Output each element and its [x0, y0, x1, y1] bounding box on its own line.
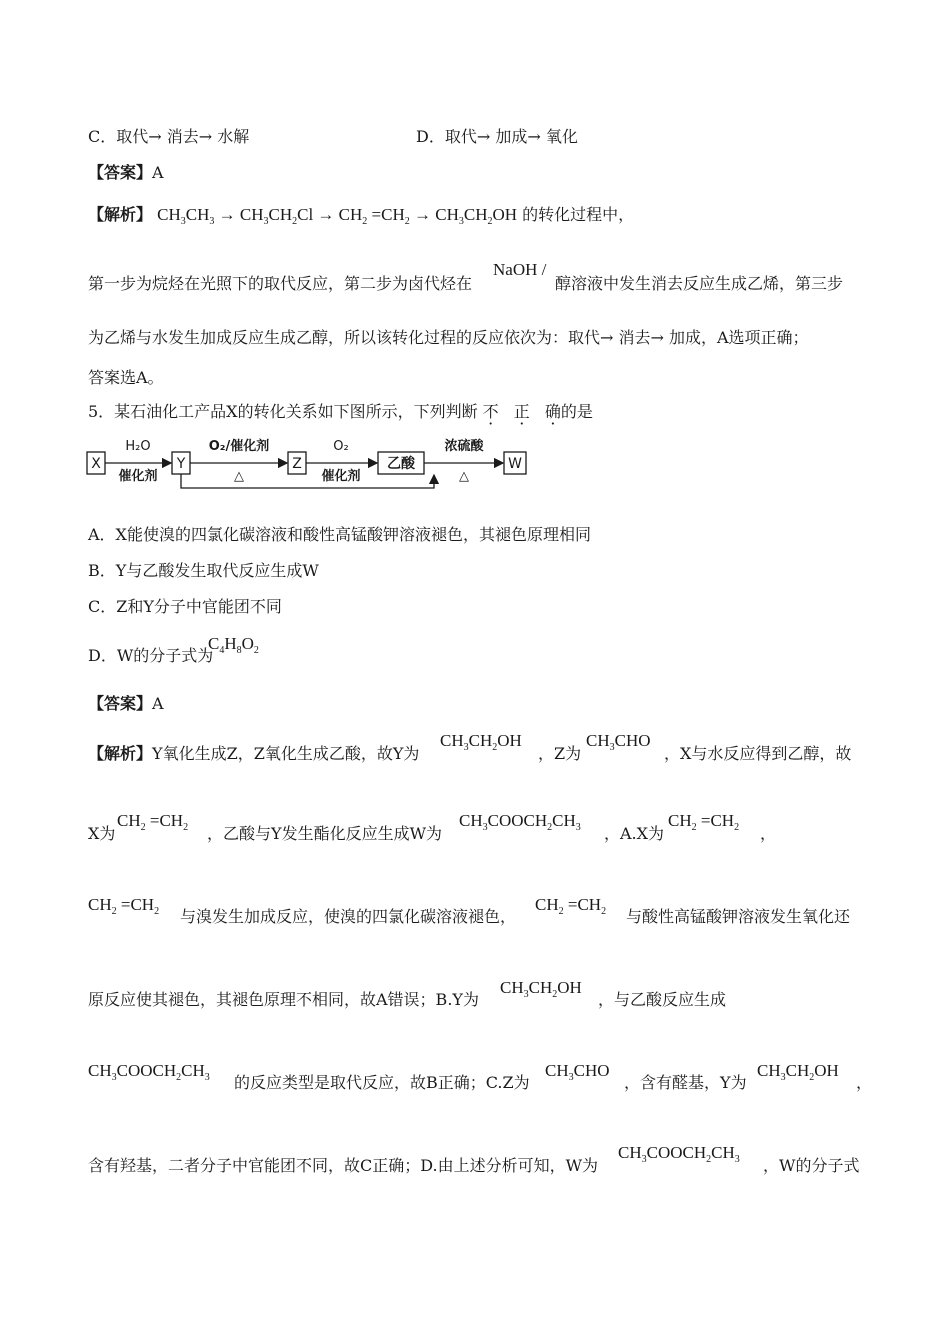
answer-value: A: [152, 163, 164, 182]
analysis-q4-line2b: 醇溶液中发生消去反应生成乙烯，第三步: [555, 274, 844, 293]
analysis-text: Y氧化生成Z，Z氧化生成乙酸，故Y为: [152, 744, 420, 763]
analysis-text: 的反应类型是取代反应，故B正确；C.Z为: [234, 1073, 530, 1092]
option-c-q4: C．取代→ 消去→ 水解: [88, 127, 250, 146]
formula-ethanol: $CH_3CH_2OH$: [500, 978, 582, 1000]
question-5-stem: [88, 404, 593, 420]
node-w: W: [508, 456, 522, 472]
emphasis-char: 确: [544, 402, 561, 421]
arrow-3-top: O₂: [333, 439, 349, 454]
arrow-2-top: O₂/催化剂: [208, 439, 270, 454]
naoh-formula: NaOH /: [493, 260, 547, 279]
answer-label: 【答案】: [88, 694, 153, 713]
formula-acetaldehyde: $CH_3CHO$: [586, 731, 651, 753]
formula-c4h8o2: $C_4H_8O_2$: [208, 634, 259, 656]
analysis-text: 与溴发生加成反应，使溴的四氯化碳溶液褪色，: [180, 907, 517, 926]
arrow-4-top: 浓硫酸: [444, 439, 484, 454]
formula-ethylene: $CH_2 =CH_2$: [668, 811, 740, 833]
analysis-label: 【解析】: [88, 205, 153, 224]
analysis-text: ，含有醛基，Y为: [624, 1073, 747, 1092]
analysis-q4-line2a: 第一步为烷烃在光照下的取代反应，第二步为卤代烃在: [88, 274, 473, 293]
analysis-text: ，A.X为: [604, 824, 665, 843]
formula-ethyl-acetate: $CH_3COOCH_2CH_3$: [459, 811, 581, 833]
analysis-q5-p1: [88, 746, 419, 762]
stem-text-b: 的是: [560, 402, 593, 421]
node-z: Z: [292, 456, 302, 472]
formula-ethylene: $CH_2 =CH_2$: [117, 811, 189, 833]
analysis-text: ，乙酸与Y发生酯化反应生成W为: [207, 824, 443, 843]
option-d-q4: D．取代→ 加成→ 氧化: [416, 127, 578, 146]
emphasis-char: 不: [482, 402, 499, 421]
option-b-q5: B．Y与乙酸发生取代反应生成W: [88, 561, 319, 580]
stem-text-a: 5．某石油化工产品X的转化关系如下图所示，下列判断: [88, 402, 478, 421]
node-x: X: [91, 456, 101, 472]
formula-ethanol: $CH_3CH_2OH$: [757, 1061, 839, 1083]
analysis-q4-line4: 答案选A。: [88, 368, 164, 387]
answer-q5: [88, 696, 164, 712]
formula-ethyl-acetate: $CH_3COOCH_2CH_3$: [88, 1061, 210, 1083]
answer-value: A: [152, 694, 164, 713]
analysis-text: ，: [856, 1073, 873, 1092]
analysis-text: 含有羟基，二者分子中官能团不同，故C正确；D.由上述分析可知，W为: [88, 1156, 599, 1175]
formula-acetaldehyde: $CH_3CHO$: [545, 1061, 610, 1083]
arrow-2-bottom: △: [234, 469, 244, 484]
bypass-arrow: [181, 474, 434, 488]
analysis-text: 与酸性高锰酸钾溶液发生氧化还: [626, 907, 851, 926]
node-y: Y: [176, 456, 186, 472]
analysis-text: ，X与水反应得到乙醇，故: [664, 744, 852, 763]
analysis-text: ，: [760, 824, 777, 843]
emphasis-char: 正: [513, 402, 530, 421]
analysis-text: ，与乙酸反应生成: [598, 990, 727, 1009]
conversion-diagram: [84, 436, 534, 494]
option-d-q5: D．W的分子式为: [88, 646, 214, 665]
analysis-tail: 的转化过程中，: [522, 205, 635, 224]
answer-q4: [88, 165, 164, 181]
arrow-4-bottom: △: [459, 469, 469, 484]
analysis-text: X为: [88, 824, 116, 843]
option-a-q5: A．X能使溴的四氯化碳溶液和酸性高锰酸钾溶液褪色，其褪色原理相同: [88, 525, 591, 544]
formula-ethyl-acetate: $CH_3COOCH_2CH_3$: [618, 1143, 740, 1165]
node-acetic-acid: 乙酸: [387, 456, 415, 472]
answer-label: 【答案】: [88, 163, 153, 182]
analysis-text: ，Z为: [538, 744, 582, 763]
formula-ethylene: $CH_2 =CH_2$: [88, 895, 160, 917]
analysis-q4-line3: 为乙烯与水发生加成反应生成乙醇，所以该转化过程的反应依次为：取代→ 消去→ 加成，A选项正确；: [88, 328, 809, 347]
analysis-q4-line1: [88, 205, 635, 227]
reaction-chain-formula: $CH_3CH_3 \to CH_3CH_2Cl \to CH_2 =CH_2 \to CH_3CH_2OH$: [157, 205, 518, 227]
formula-ethanol: $CH_3CH_2OH$: [440, 731, 522, 753]
formula-ethylene: $CH_2 =CH_2$: [535, 895, 607, 917]
arrow-1-bottom: 催化剂: [118, 469, 158, 484]
analysis-text: ，W的分子式: [763, 1156, 860, 1175]
arrow-3-bottom: 催化剂: [321, 469, 361, 484]
analysis-label: 【解析】: [88, 744, 153, 763]
analysis-text: 原反应使其褪色，其褪色原理不相同，故A错误；B.Y为: [88, 990, 479, 1009]
option-c-q5: C．Z和Y分子中官能团不同: [88, 597, 282, 616]
arrow-1-top: H₂O: [125, 439, 151, 454]
